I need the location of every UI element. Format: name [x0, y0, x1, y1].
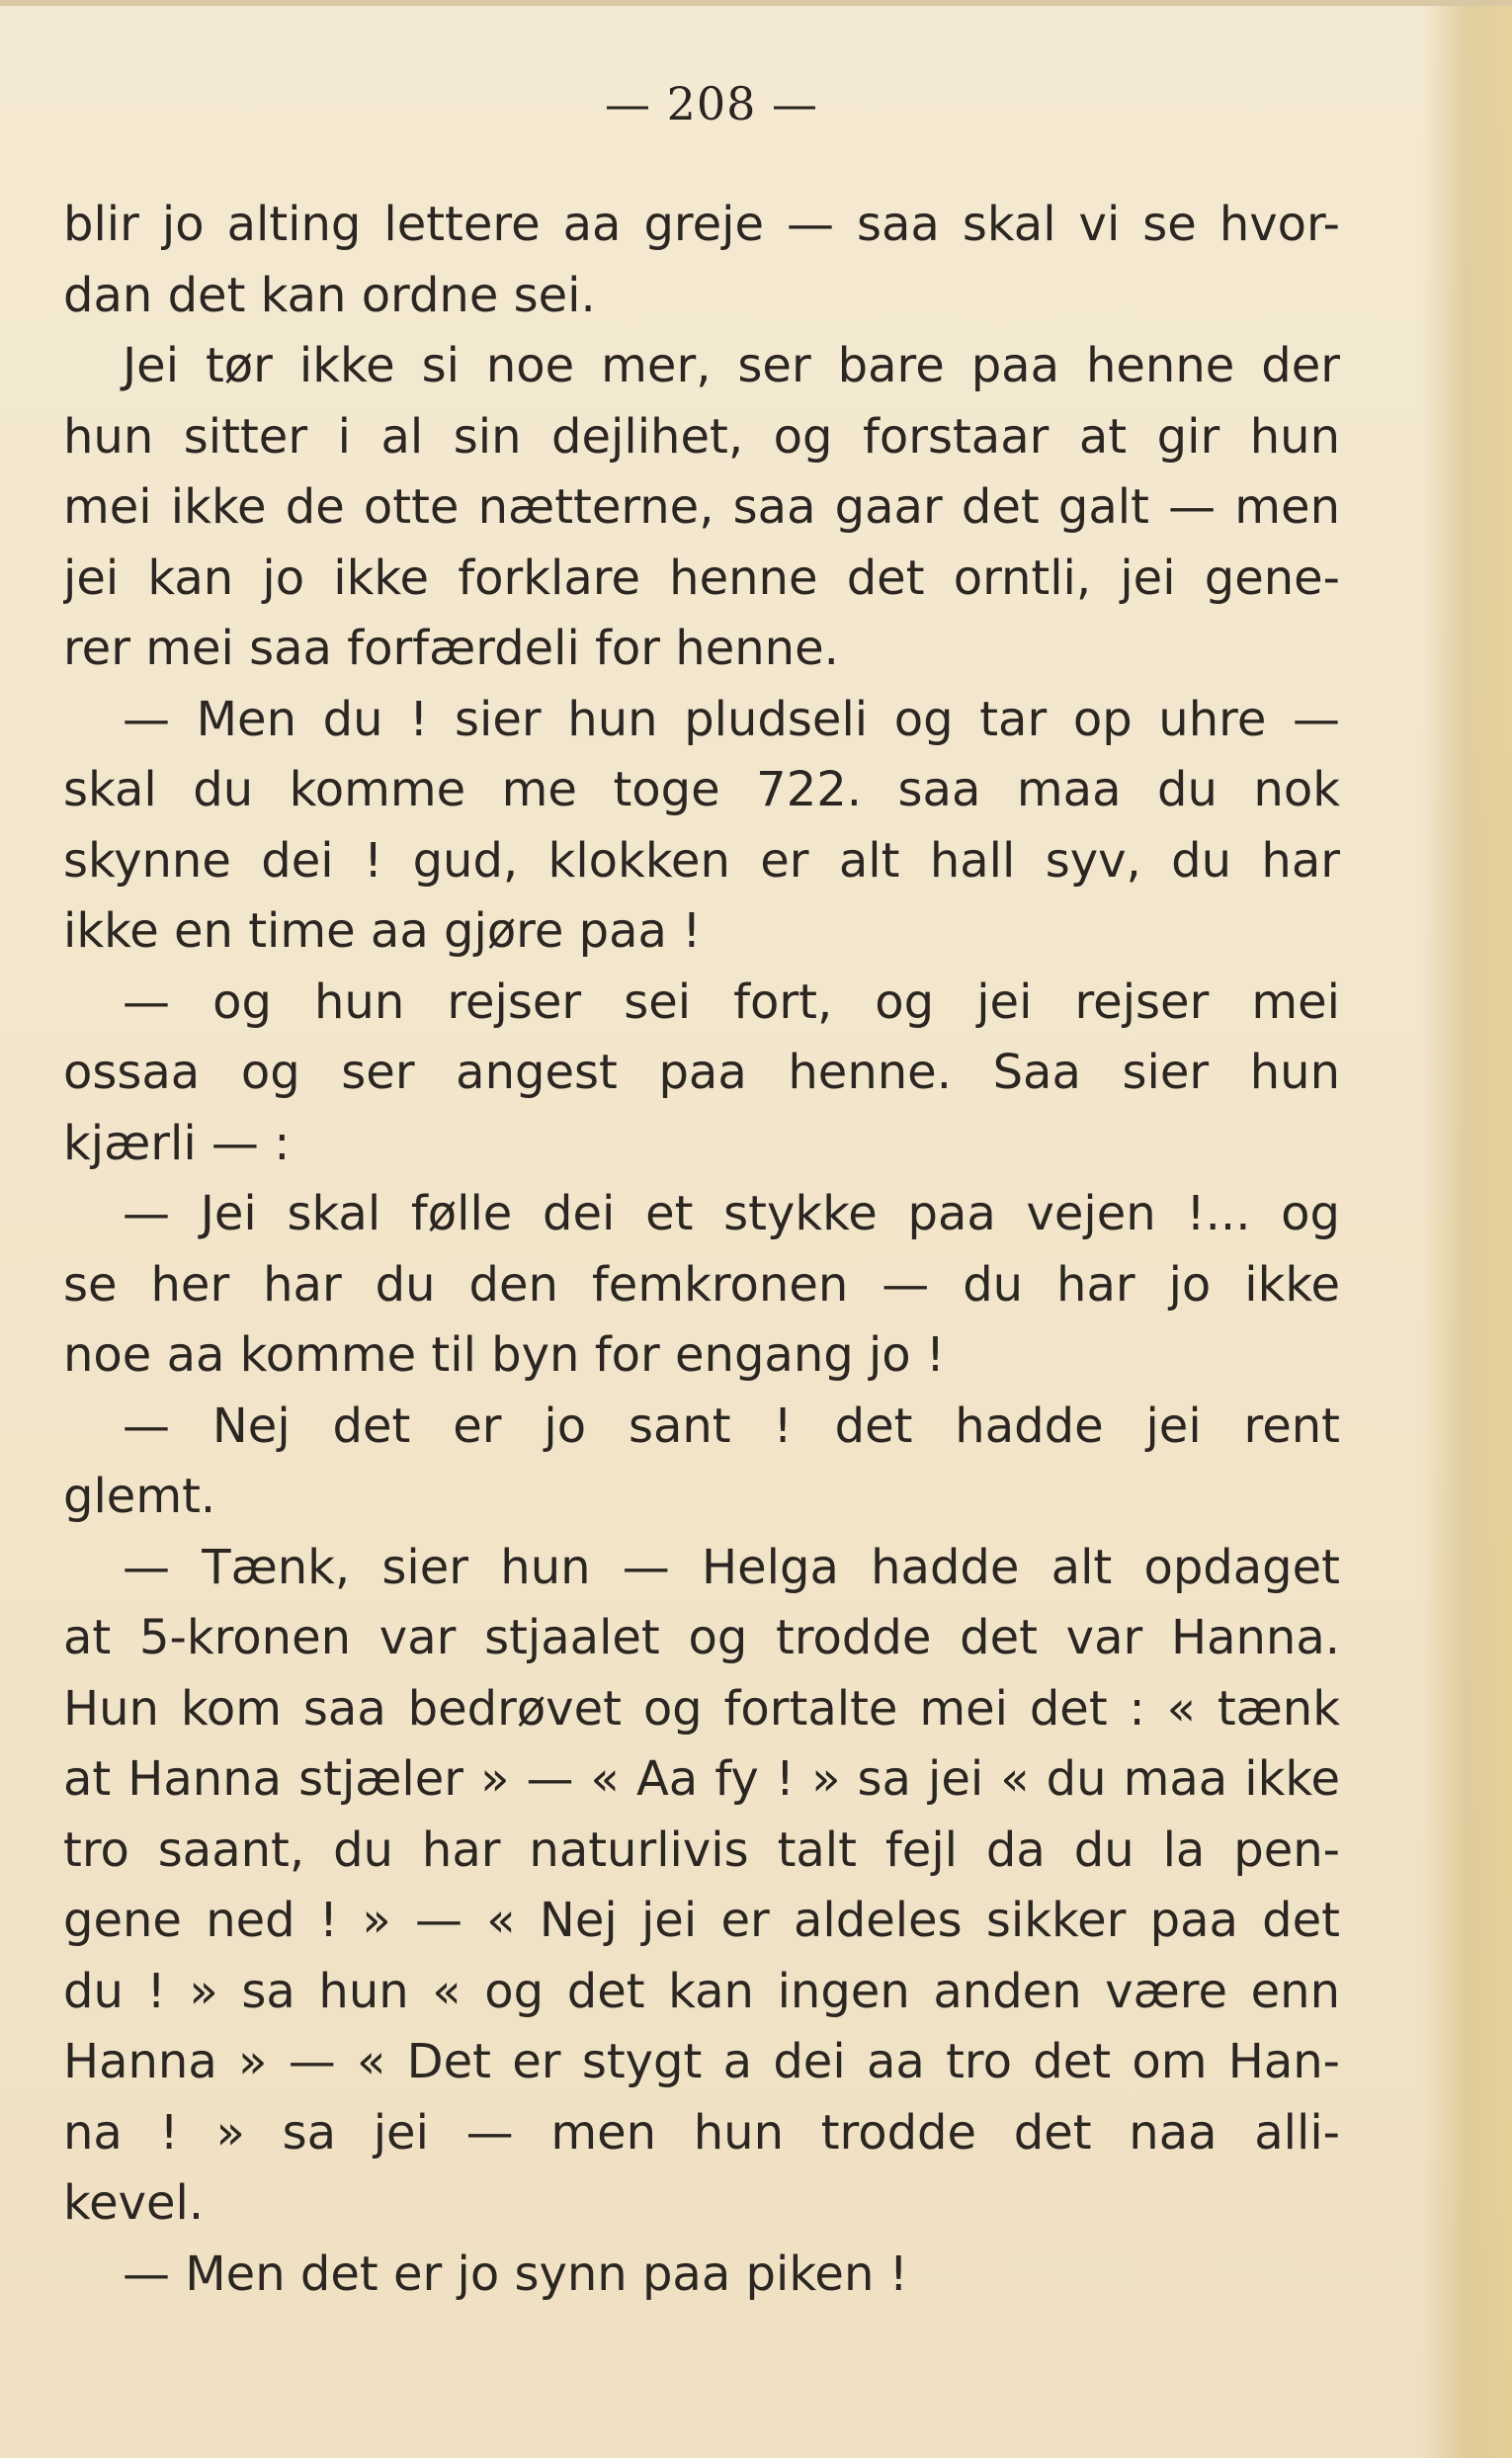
text-line: at 5-kronen var stjaalet og trodde det var Hanna. — [63, 1610, 1340, 1665]
text-line: — Nej det er jo sant ! det hadde jei rent — [123, 1398, 1340, 1454]
text-line: Hun kom saa bedrøvet og fortalte mei det : « tænk — [63, 1680, 1340, 1737]
text-line: Jei tør ikke si noe mer, ser bare paa henne der — [123, 338, 1340, 393]
text-line: — Tænk, sier hun — Helga hadde alt opdaget — [123, 1539, 1340, 1595]
text-line: dan det kan ordne sei. — [63, 267, 596, 323]
text-line: — Men du ! sier hun pludseli og tar op uhre — — [123, 691, 1340, 747]
text-line: gene ned ! » — « Nej jei er aldeles sikker paa det — [63, 1893, 1340, 1948]
text-line: Hanna » — « Det er stygt a dei aa tro det om Han- — [63, 2034, 1340, 2089]
text-line: kevel. — [63, 2175, 205, 2231]
text-line: — Men det er jo synn paa piken ! — [123, 2246, 908, 2302]
text-line: — og hun rejser sei fort, og jei rejser mei — [123, 974, 1340, 1030]
text-line: at Hanna stjæler » — « Aa fy ! » sa jei « du maa ikke — [63, 1751, 1340, 1807]
text-line: se her har du den femkronen — du har jo ikke — [63, 1256, 1340, 1313]
text-line: ossaa og ser angest paa henne. Saa sier hun — [63, 1045, 1340, 1100]
text-line: na ! » sa jei — men hun trodde det naa alli- — [63, 2104, 1340, 2161]
page-top-edge — [0, 0, 1512, 6]
text-line: tro saant, du har naturlivis talt fejl da du la pen- — [63, 1822, 1340, 1878]
text-line: skynne dei ! gud, klokken er alt hall syv, du har — [63, 832, 1340, 889]
text-line: — Jei skal følle dei et stykke paa vejen !... og — [123, 1186, 1340, 1241]
text-line: du ! » sa hun « og det kan ingen anden være enn — [63, 1963, 1340, 2019]
text-line: jei kan jo ikke forklare henne det orntli, jei gene- — [63, 550, 1340, 606]
text-line: rer mei saa forfærdeli for henne. — [63, 621, 839, 676]
text-line: mei ikke de otte nætterne, saa gaar det galt — men — [63, 479, 1340, 535]
body-text — [63, 190, 1340, 2310]
text-line: hun sitter i al sin dejlihet, og forstaar at gir hun — [63, 408, 1340, 465]
text-line: noe aa komme til byn for engang jo ! — [63, 1327, 946, 1383]
text-line: blir jo alting lettere aa greje — saa skal vi se hvor- — [63, 197, 1340, 252]
text-line: glemt. — [63, 1469, 216, 1524]
text-line: ikke en time aa gjøre paa ! — [63, 903, 702, 959]
text-line: kjærli — : — [63, 1115, 291, 1171]
text-line: skal du komme me toge 722. saa maa du nok — [63, 762, 1340, 817]
page-number: — 208 — — [604, 77, 819, 130]
